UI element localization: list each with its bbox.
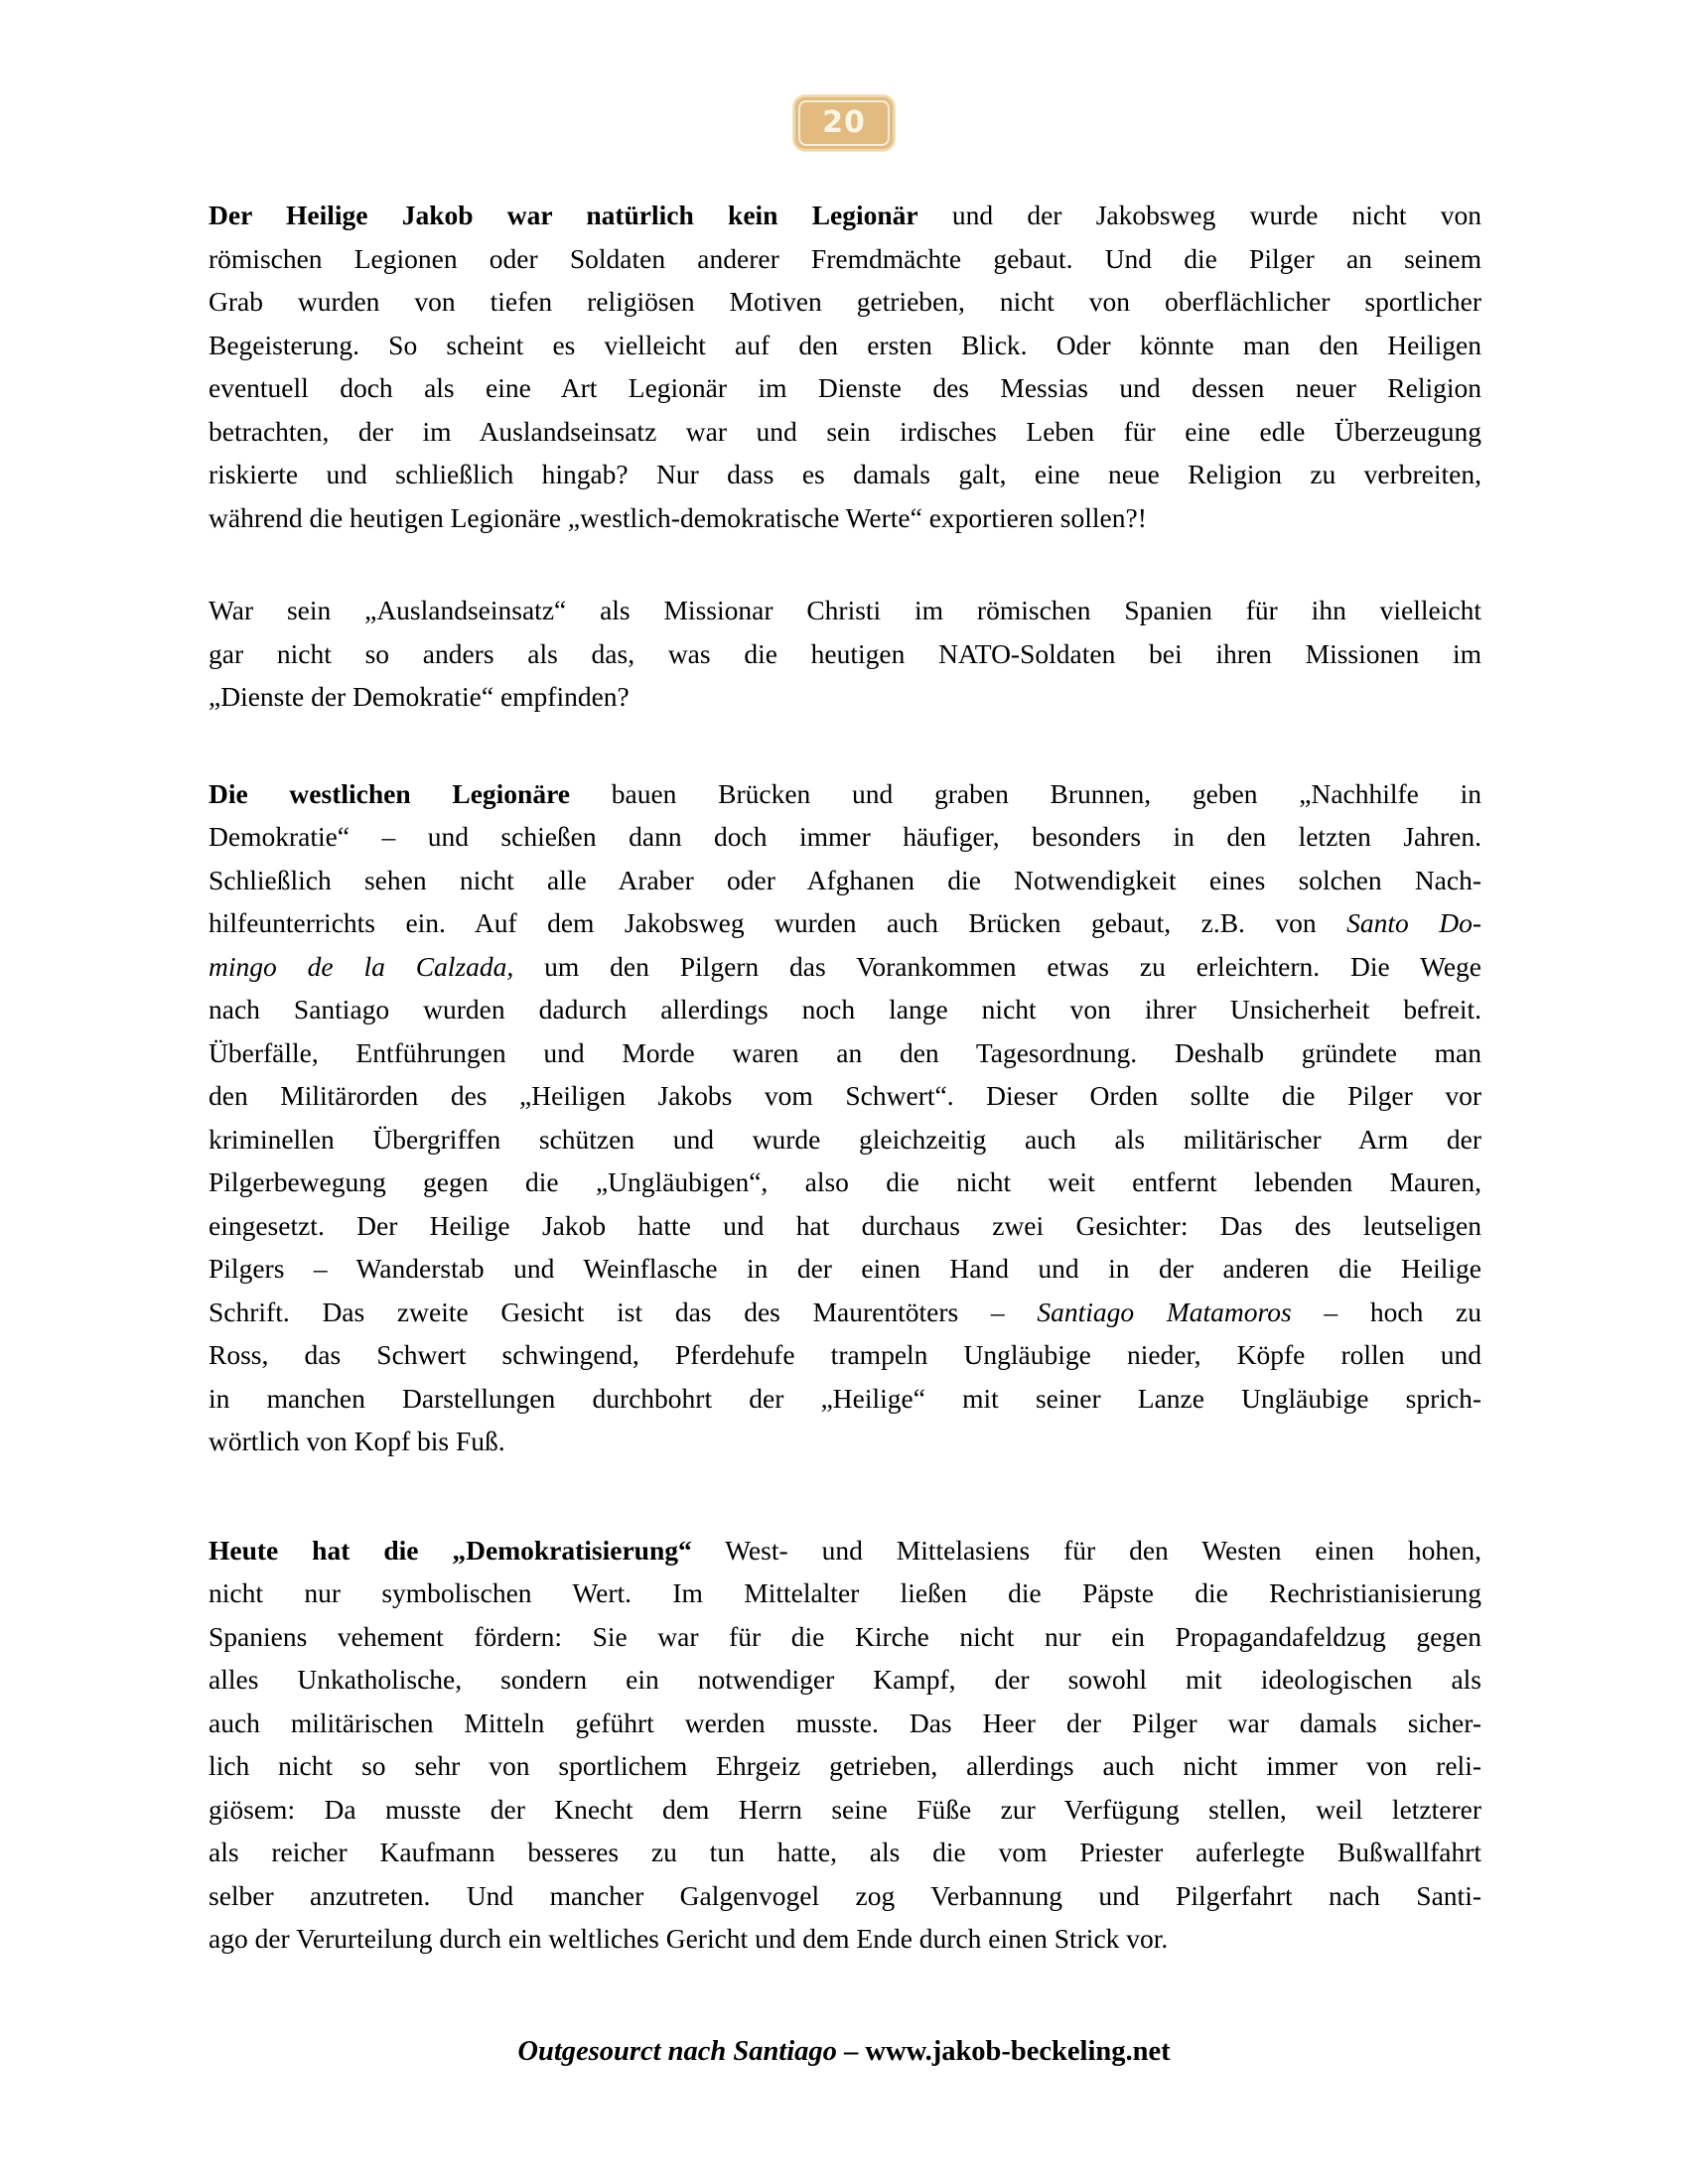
text-line — [209, 410, 1481, 454]
text-line — [209, 1529, 1481, 1572]
text-run: auch militärischen Mitteln geführt werden musste. Das Heer der Pilger war damals sicher- — [209, 1706, 1481, 1738]
text-line — [209, 772, 1481, 816]
text-run: Ross, das Schwert schwingend, Pferdehufe trampeln Ungläubige nieder, Köpfe rollen und — [209, 1339, 1481, 1370]
text-run: wörtlich von Kopf bis Fuß. — [209, 1426, 505, 1456]
text-run: Überfälle, Entführungen und Morde waren an den Tagesordnung. Deshalb gründete man — [209, 1036, 1481, 1068]
paragraph — [209, 1529, 1481, 1961]
page-number-badge — [793, 95, 895, 151]
text-run: Demokratie“ – und schießen dann doch immer häufiger, besonders in den letzten Jahren. — [209, 821, 1481, 852]
text-run: betrachten, der im Auslandseinsatz war und sein irdisches Leben für eine edle Überzeugung — [209, 415, 1481, 447]
text-line — [209, 1702, 1481, 1745]
text-run: römischen Legionen oder Soldaten anderer Fremdmächte gebaut. Und die Pilger an seinem — [209, 242, 1481, 274]
text-line — [209, 1615, 1481, 1659]
paragraph — [209, 589, 1481, 719]
text-run: Spaniens vehement fördern: Sie war für die Kirche nicht nur ein Propagandafeldzug gegen — [209, 1620, 1481, 1652]
text-run: Schrift. Das zweite Gesicht ist das des Maurentöters – — [209, 1296, 1038, 1327]
italic-text-run: Santiago Matamoros — [1037, 1296, 1292, 1327]
text-run: den Militärorden des „Heiligen Jakobs vom Schwert“. Dieser Orden sollte die Pilger vor — [209, 1080, 1481, 1111]
text-line — [209, 1788, 1481, 1832]
text-line — [209, 1160, 1481, 1204]
text-line — [209, 324, 1481, 367]
text-line — [209, 1744, 1481, 1788]
text-run: lich nicht so sehr von sportlichem Ehrgeiz getrieben, allerdings auch nicht immer von reli- — [209, 1750, 1481, 1781]
text-run: Pilgerbewegung gegen die „Ungläubigen“, also die nicht weit entfernt lebenden Mauren, — [209, 1166, 1481, 1197]
text-line — [209, 589, 1481, 632]
text-line — [209, 901, 1481, 945]
text-line — [209, 1074, 1481, 1118]
bold-text-run: Der Heilige Jakob war natürlich kein Legionär — [209, 200, 918, 230]
text-run: gar nicht so anders als das, was die heutigen NATO-Soldaten bei ihren Missionen im — [209, 637, 1481, 669]
text-run: – hoch zu — [1291, 1296, 1481, 1327]
text-run: West- und Mittelasiens für den Westen einen hohen, — [691, 1534, 1481, 1566]
text-line — [209, 280, 1481, 324]
text-line — [209, 453, 1481, 496]
text-line — [209, 1247, 1481, 1291]
text-run: alles Unkatholische, sondern ein notwendiger Kampf, der sowohl mit ideologischen als — [209, 1664, 1481, 1695]
page-footer — [0, 2030, 1688, 2073]
text-line — [209, 1031, 1481, 1075]
text-run: eingesetzt. Der Heilige Jakob hatte und hat durchaus zwei Gesichter: Das des leutseligen — [209, 1209, 1481, 1241]
text-run: kriminellen Übergriffen schützen und wurde gleichzeitig auch als militärischer Arm der — [209, 1123, 1481, 1155]
text-line — [209, 675, 1481, 719]
text-line — [209, 1571, 1481, 1615]
text-run: um den Pilgern das Vorankommen etwas zu erleichtern. Die Wege — [513, 950, 1481, 982]
text-line — [209, 496, 1481, 540]
text-line — [209, 1333, 1481, 1377]
paragraph — [209, 772, 1481, 1463]
text-line — [209, 1420, 1481, 1463]
text-line — [209, 632, 1481, 676]
text-line — [209, 945, 1481, 989]
text-run: Schließlich sehen nicht alle Araber oder Afghanen die Notwendigkeit eines solchen Nach- — [209, 864, 1481, 895]
text-run: als reicher Kaufmann besseres zu tun hatte, als die vom Priester auferlegte Bußwallfahrt — [209, 1837, 1481, 1867]
text-run: während die heutigen Legionäre „westlich-demokratische Werte“ exportieren sollen?! — [209, 501, 1147, 533]
text-run: riskierte und schließlich hingab? Nur dass es damals galt, eine neue Religion zu verbreiten, — [209, 459, 1481, 489]
bold-text-run: Heute hat die „Demokratisierung“ — [209, 1534, 692, 1566]
footer-website: www.jakob-beckeling.net — [865, 2036, 1171, 2067]
text-run: Begeisterung. So scheint es vielleicht auf den ersten Blick. Oder könnte man den Heiligen — [209, 329, 1481, 360]
text-run: hilfeunterrichts ein. Auf dem Jakobsweg wurden auch Brücken gebaut, z.B. von — [209, 907, 1347, 938]
text-line — [209, 1291, 1481, 1334]
text-run: und der Jakobsweg wurde nicht von — [917, 200, 1482, 230]
text-line — [209, 366, 1481, 410]
text-line — [209, 1377, 1481, 1421]
text-line — [209, 1831, 1481, 1874]
text-run: ago der Verurteilung durch ein weltliches Gericht und dem Ende durch einen Strick vor. — [209, 1923, 1169, 1954]
italic-text-run: mingo de la Calzada, — [209, 950, 514, 982]
text-run: eventuell doch als eine Art Legionär im Dienste des Messias und dessen neuer Religion — [209, 372, 1481, 403]
text-run: selber anzutreten. Und mancher Galgenvogel zog Verbannung und Pilgerfahrt nach Santi- — [209, 1879, 1481, 1911]
page-number-badge-inner — [798, 100, 890, 146]
text-line — [209, 988, 1481, 1031]
italic-text-run: Santo Do- — [1346, 907, 1481, 938]
text-run: nicht nur symbolischen Wert. Im Mittelalter ließen die Päpste die Rechristianisierung — [209, 1577, 1481, 1608]
footer-book-title: Outgesourct nach Santiago — [517, 2036, 837, 2067]
paragraph — [209, 194, 1481, 539]
text-line — [209, 859, 1481, 902]
text-run: Pilgers – Wanderstab und Weinflasche in der einen Hand und in der anderen die Heilige — [209, 1253, 1481, 1284]
text-run: Grab wurden von tiefen religiösen Motiven getrieben, nicht von oberflächlicher sportlicher — [209, 286, 1481, 317]
text-line — [209, 1917, 1481, 1961]
text-run: in manchen Darstellungen durchbohrt der „Heilige“ mit seiner Lanze Ungläubige sprich- — [209, 1382, 1481, 1414]
text-line — [209, 1118, 1481, 1161]
text-run: War sein „Auslandseinsatz“ als Missionar Christi im römischen Spanien für ihn vielleicht — [209, 595, 1481, 625]
text-line — [209, 1204, 1481, 1248]
bold-text-run: Die westlichen Legionäre — [209, 777, 571, 809]
text-run: giösem: Da musste der Knecht dem Herrn seine Füße zur Verfügung stellen, weil letzterer — [209, 1793, 1481, 1825]
text-line — [209, 1874, 1481, 1918]
page-number: 20 — [822, 105, 866, 140]
text-run: nach Santiago wurden dadurch allerdings noch lange nicht von ihrer Unsicherheit befreit. — [209, 994, 1481, 1024]
text-line — [209, 237, 1481, 281]
text-line — [209, 815, 1481, 859]
text-run: „Dienste der Demokratie“ empfinden? — [209, 681, 630, 712]
text-run: bauen Brücken und graben Brunnen, geben „Nachhilfe in — [570, 777, 1481, 809]
text-line — [209, 1658, 1481, 1702]
document-text-block — [209, 194, 1481, 1961]
footer-separator: – — [836, 2036, 866, 2067]
text-line — [209, 194, 1481, 237]
